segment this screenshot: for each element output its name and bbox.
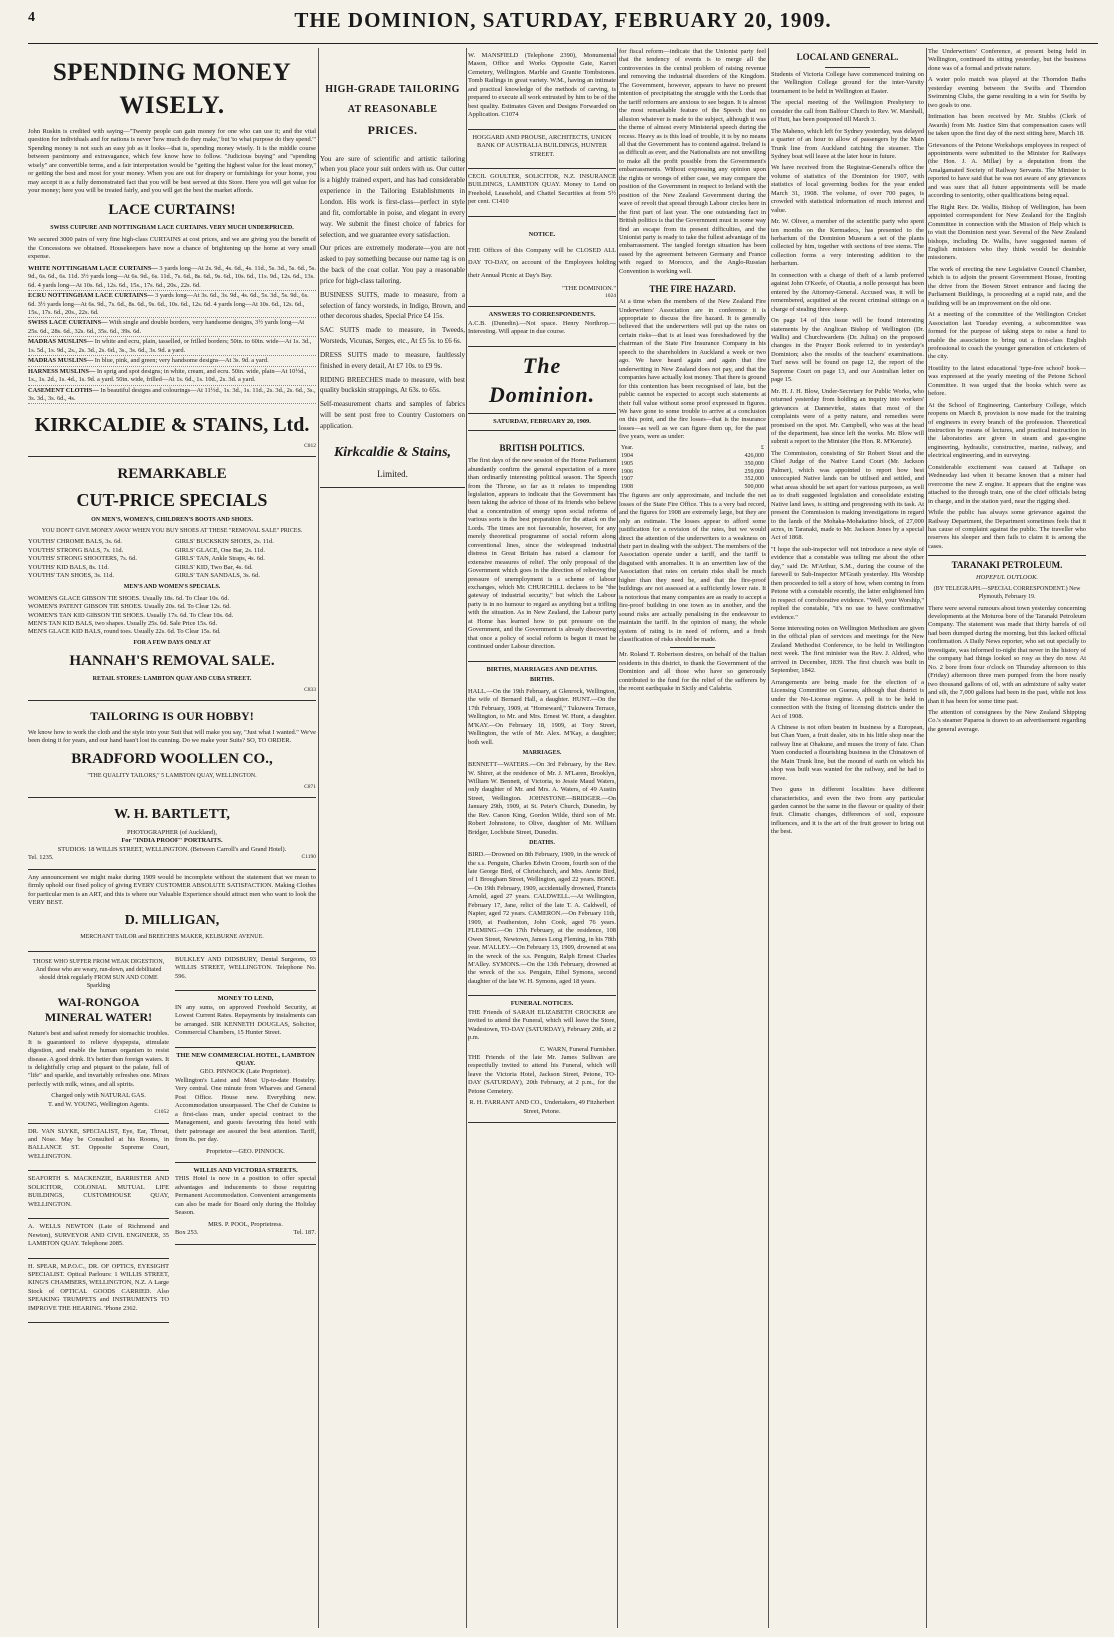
table-cell: Year.	[621, 444, 634, 451]
ad-body: SEAFORTH S. MACKENZIE, BARRISTER AND SOLICITOR, COLONIAL MUTUAL LIFE BUILDINGS, CUSTOMHOUSE QUAY, WELLINGTON.	[28, 1175, 169, 1208]
news-item: In connection with a charge of theft of a lamb preferred against John O'Keefe, of Otautia, a nolle prosequi has been entered by the Attorney-General. Accused was, it will be remembered, acquitted at the recent criminal sittings on a charge of stealing three sheep.	[771, 271, 924, 313]
divider	[928, 555, 1086, 556]
ad-heading: MONEY TO LEND,	[217, 995, 274, 1003]
notice-body: BIRD.—Drowned on 8th February, 1909, in the wreck of the s.s. Penguin, Charles Edwin Croom, fourth son of the late George Bird, of Christchurch, and Mrs. Annie Bird, of 1 Brougham Street, Wellington, aged 22 years. BONE.—On 19th February, 1909, accidentally drowned, Francis Arnold, aged 27 years. CALDWELL.—At Wellington, February 17, Jane, relict of the late T. A. Caldwell, of Napier, aged 72 years. CAMERON.—On February 11th, 1909, at Featherston, John Cook, aged 76 years. FLEMING.—On 17th February, at the residence, 108 Owen Street, Newtown, James Long Fleming, in his 78th year. M'ALLEY.—On February 13, 1909, drowned at sea in the wreck of the s.s. Penguin, Ralph Ernest Charles M'Alley. SYMONS.—On the 13th February, drowned at the wreck of the s.s. Penguin, Ethel Symons, second daughter of the late W. H. Symons, aged 18 years.	[468, 851, 616, 985]
notice-signed: "THE DOMINION."	[562, 284, 616, 292]
news-item: The Commission, consisting of Sir Robert Stout and the Chief Judge of the Native Land Court (Mr. Jackson Palmer), which was appointed to report how best unoccupied Native lands can be utilised and settled, and what areas should be set apart for various purposes, as well as to draft suggested legislation and consolidate existing Native land laws, is sitting and progressing with its task. At present the Commission is making investigations in regard to the lands of the Mohaka-Mohakatino block, of 27,000 acres, in Taranaki, made to Mr. Jackson Jones by a special Act of 1868.	[771, 449, 924, 542]
ad-body: CECIL GOULTER, SOLICITOR, N.Z. INSURANCE BUILDINGS, LAMBTON QUAY. Money to Lend on Freehold, Leasehold, and Chattel Securities at from 5½ per cent. C1410	[468, 172, 616, 206]
ad-footer	[28, 854, 316, 862]
ad-ref: C833	[304, 686, 316, 693]
ad-body: Wellington's Latest and Most Up-to-date Hostelry. Very central. One minute from Wharves and General Post Office. House new. Everything new. Accommodation unsurpassed. The Chef de Cuisine is a first-class man, under special contract to the Management, and guests favouring this hotel with their patronage are assured the best attention. Tariff, from 8s. per day.	[175, 1076, 316, 1144]
lace-intro: We secured 3000 pairs of very fine high-class CURTAINS at cost prices, and we are giving you the benefit of the Concessions we obtained. Housekeepers have now a chance of brightening up the home at very small expense.	[28, 236, 316, 261]
ad-body: BULKLEY AND DIDSBURY, Dental Surgeons, 93 WILLIS STREET, WELLINGTON. Telephone No. 596.	[175, 955, 316, 980]
small-ad	[468, 48, 616, 130]
post-box: Box 253.	[175, 1229, 199, 1237]
news-item: Arrangements are being made for the election of a Licensing Committee on Guerau, although that district is under the No-License regime. A poll is to be held in connection with the fixing of licensing districts under the Act of 1908.	[771, 678, 924, 720]
table-cell: 1904	[621, 452, 633, 459]
item-name: SWISS LACE CURTAINS—	[28, 319, 108, 327]
answers-body: A.C.B. (Dunedin).—Not space. Henry Northrop.—Interesting. Will appear in due course.	[468, 319, 616, 336]
ad-body: IN any sums, on approved Freehold Security, at Lowest Current Rates. Repayments by instalments can be arranged. SIR KENNETH DOUGLAS, Solicitor, Commercial Chambers, 15 Hunter Street.	[175, 1003, 316, 1037]
ad-body: You are sure of scientific and artistic tailoring when you place your suit orders with us. Our cutter is a highly trained expert, and has had considerable experience in the Tailoring Establishments in London. His work is first-class—perfect in style and fit, comfortable in poise, and elegant in every way. We submit the finest choice of fabrics for selection, and we guarantee every satisfaction.	[320, 154, 465, 239]
price-item: GIRLS' TAN, Ankle Straps, 4s. 6d.	[175, 555, 265, 563]
news-item: The Right Rev. Dr. Wallis, Bishop of Wellington, has been appointed correspondent for New Zealand for the English Committee in connection with the Mission of Help which is to visit the Dominion next year. Several of the New Zealand bishops, including Dr. Wallis, have suggested names of English ministers who they think would be desirable missioners.	[928, 203, 1086, 262]
article-body: The attention of consignees by the New Zealand Shipping Co.'s steamer Paparoa is drawn to an advertisement regarding the general average.	[928, 708, 1086, 733]
table-row	[619, 461, 766, 469]
ad-body: THIS Hotel is now in a position to offer special advantages and inducements to those requiring Permanent Accommodation. Convenient arrangements can also be made for Board only during the Holiday Season.	[175, 1175, 316, 1217]
ad-heading: SPENDING MONEY WISELY.	[52, 59, 292, 119]
firm-ltd: Limited.	[377, 468, 408, 479]
ad-heading: CUT-PRICE SPECIALS	[76, 489, 268, 510]
ad-body: A. WELLS NEWTON (Late of Richmond and Newton), SURVEYOR AND CIVIL ENGINEER, 35 LAMBTON QUAY. Telephone 2085.	[28, 1223, 169, 1248]
price-item: GIRLS' TAN SANDALS, 3s. 6d.	[175, 572, 260, 580]
small-ad	[28, 1124, 169, 1172]
column-rule	[768, 48, 769, 1628]
price-item	[28, 387, 316, 405]
divider	[468, 430, 616, 431]
article-heading: TARANAKI PETROLEUM.	[951, 560, 1063, 571]
editorial-masthead	[468, 351, 616, 432]
news-item: "I hope the sub-inspector will not introduce a new style of evidence that a constable was telling me about the other day," said Dr. M'Arthur, S.M., during the course of the farewell to Sub-Inspector M'Grath yesterday. His Worship then proceeded to tell a story of how, when coming in from Petone with a constable recently, the latter enlightened him in respect of corroborative evidence. "Well, your Worship," replied the constable, "it's no use to have confirmative evidence."	[771, 545, 924, 621]
ad-intro: THOSE WHO SUFFER FROM WEAK DIGESTION, And those who are weary, run-down, and debilitated should drink regularly FROM SUN AND COME Sparkling	[32, 958, 165, 989]
ad-sub: ON MEN'S, WOMEN'S, CHILDREN'S BOOTS AND SHOES.	[91, 516, 253, 523]
ad-trade: MERCHANT TAILOR and BREECHES MAKER, KELBURNE AVENUE.	[80, 934, 264, 941]
notice-body: THE Friends of SARAH ELIZABETH CROCKER are invited to attend the Funeral, which will leave the Store, Wadestown, TO-DAY (SATURDAY), February 20th, at 2 p.m.	[468, 1008, 616, 1042]
table-cell: £	[761, 444, 764, 451]
ad-heading: TAILORING IS OUR HOBBY!	[90, 708, 254, 723]
price-list-right	[175, 538, 316, 580]
table-row	[619, 469, 766, 477]
table-row	[619, 453, 766, 461]
table-cell: 1906	[621, 468, 633, 475]
ad-address: RETAIL STORES: LAMBTON QUAY AND CUBA STREET.	[92, 675, 252, 682]
item-name: MADRAS MUSLINS—	[28, 338, 94, 346]
news-item: Mr. W. Oliver, a member of the scientific party who spent ten months on the Kermadecs, has presented to the herbarium of the Dominion Museum a set of the plants collected by him, together with sections of tree stems. The collection forms a very interesting addition to the herbarium.	[771, 218, 924, 268]
price-item: MEN'S TAN KID BALS, two shapes. Usually 25s. 6d. Sale Price 15s. 6d.	[28, 620, 218, 628]
article-body: Mr. Roland T. Robertson desires, on behalf of the Italian residents in this district, to thank the Government of the Dominion and all those who have so generously contributed to the fund for the relief of the sufferers by the recent earthquake in Sicily and Calabria.	[619, 651, 766, 693]
item-name: MADRAS MUSLINS—	[28, 357, 94, 365]
table-cell: 1907	[621, 476, 633, 483]
price-item	[28, 368, 316, 386]
table-cell: 500,000	[744, 484, 764, 491]
item-text: 3 yards long—At 2s. 9d., 4s. 6d., 4s. 11d., 5s. 3d., 5s. 6d., 5s. 9d., 6s. 6d., 6s. 11d. 3½ yards long—At 6s. 9d., 6s. 11d., 7s. 6d., 8s. 6d., 9s. 6d., 10s. 6d., 11s. 9d., 12s. 6d., 13s. 6d. 4 yards long—At 10s. 6d., 12s. 6d., 15s., 17s. 6d., 20s., 22s. 6d.	[28, 264, 316, 289]
firm-name: BRADFORD WOOLLEN CO.,	[71, 750, 273, 767]
news-item: On page 14 of this issue will be found interesting statements by the Anglican Bishop of Wellington (Dr. Wallis) and Churchwardens (Dr. Julius) on the proposed changes in the Prayer Book referred to in yesterday's Dominion; also the results of the teachers' examinations. Turf news will be found on page 12, the report of the Supreme Court on page 13, and our Australian letter on page 15.	[771, 317, 924, 384]
section-heading: FUNERAL NOTICES.	[510, 1000, 574, 1008]
dateline: SATURDAY, FEBRUARY 20, 1909.	[493, 417, 591, 425]
hotel-ad	[175, 1048, 316, 1163]
notice-body: BENNETT—WATERS.—On 3rd February, by the Rev. W. Shirer, at the residence of Mr. J. M'Laren, Brooklyn, William W. Bennett, of Victoria, to Jessie Maud Waters, only daughter of Mr. and Mrs. A. Waters, of 49 Austin Street, Wellington. JOHNSTONE—BRIDGER.—On January 29th, 1909, at St. Peter's Church, Dunedin, by the Rev. Canon King, Gordon Wilde, third son of Mr. Robert Johnstone, to Olive, daughter of Mr. William Bridger, Lochbuie Street, Dunedin.	[468, 761, 616, 836]
column-rule	[926, 48, 927, 1628]
item-text: In beautiful designs and colourings—At 11½d., 1s. 3d., 1s. 11d., 2s. 3d., 2s. 6d., 3s., 3s. 3d., 3s. 6d., 4s.	[28, 386, 316, 403]
column-4	[619, 48, 766, 1633]
ad-sub: YOU DON'T GIVE MONEY AWAY WHEN YOU BUY SHOES AT THESE "REMOVAL SALE" PRICES.	[41, 527, 303, 534]
firm-name: W. H. BARTLETT,	[114, 807, 230, 823]
ad-body: Any announcement we might make during 1909 would be incomplete without the statement that we mean to firmly uphold our fixed policy of giving EVERY CUSTOMER ABSOLUTE SATISFACTION. Making Clothes for particular men is an ART, and this is where our Valuable Experience should attract men who want to look the VERY BEST.	[28, 873, 316, 907]
column-2	[320, 48, 465, 1633]
item-text: In sprig and spot designs; in white, cream, and ecru. 50in. wide, plain—At 10½d., 1s., 1s. 2d., 1s. 4d., 1s. 9d. a yard. 50in. wide, frilled—At 1s. 6d., 1s. 10d., 2s. 3d. a yard.	[28, 367, 307, 384]
ad-heading: HIGH-GRADE TAILORING	[325, 84, 460, 95]
notice	[468, 217, 616, 308]
ad-line: Charged only with NATURAL GAS.	[51, 1092, 146, 1100]
news-item: At a meeting of the committee of the Wellington Cricket Association last Tuesday evening, a subcommittee was formed for the purpose of taking steps to raise a fund to enable the association to bring out a first-class English professional to coach the younger generation of cricketers of the city.	[928, 311, 1086, 361]
page-number: 4	[28, 10, 35, 25]
bradford-ad	[28, 701, 316, 799]
notice-heading: NOTICE.	[528, 230, 556, 238]
ad-proprietor: MRS. P. POOL, Proprietress.	[208, 1220, 283, 1228]
item-text: In blue, pink, and green; very handsome designs—At 3s. 9d. a yard.	[94, 357, 269, 365]
lace-sub: SWISS CUIPURE AND NOTTINGHAM LACE CURTAINS. VERY MUCH UNDERPRICED.	[50, 225, 294, 232]
answers	[468, 307, 616, 346]
lace-heading: LACE CURTAINS!	[108, 201, 236, 218]
price-item	[28, 265, 316, 291]
ad-body: BUSINESS SUITS, made to measure, from a selection of fancy worsteds, in Indigo, Brown, and other decorous shades, Special Price £4 15s.	[320, 290, 465, 321]
ad-line: T. and W. YOUNG, Wellington Agents.	[47, 1100, 150, 1108]
ad-sub: FOR A FEW DAYS ONLY AT	[133, 639, 211, 646]
table-header	[619, 445, 766, 453]
money-lend-ad	[175, 991, 316, 1047]
bottom-left-ads	[28, 952, 169, 1323]
ad-ref: C812	[304, 442, 316, 449]
table-cell: 350,000	[744, 460, 764, 467]
ad-footer	[175, 1229, 316, 1237]
price-item: GIRLS' KID, Two Bar, 4s. 6d.	[175, 563, 253, 571]
small-ad	[28, 1171, 169, 1219]
small-ad	[468, 169, 616, 217]
item-name: HARNESS MUSLINS—	[28, 367, 96, 375]
funeral-notices	[468, 996, 616, 1123]
article-body: There were several rumours about town yesterday concerning developments at the Moturoa bore of the Taranaki Petroleum Company. The statement was made that thirty barrels of oil had been dumped during the morning, but this lacked official confirmation. A Daily News reporter, who set out specially to investigate, was informed to-night that never in the history of the company had things looked so rosy as they do now. At No. 2 bore from four o'clock on Thursday afternoon to this (Friday) afternoon three men pumped from the bore nearly two thousand gallons of oil, with an admixture of salty water and silt, the 7,000 gallons had been in the past, while not less than it has been for some time past.	[928, 604, 1086, 705]
section-heading: LOCAL AND GENERAL.	[796, 52, 899, 62]
article-subheading: HOPEFUL OUTLOOK.	[975, 574, 1039, 582]
article-taranaki	[928, 560, 1086, 734]
article-british-politics	[468, 435, 616, 661]
ad-body: John Ruskin is credited with saying—"Twenty people can gain money for one who can use it; and the vital question for individuals and for nations is never 'how much do they make,' but 'to what purpose do they spend.'" Spending money is not such an easy job as it looks—that is, spending money wisely. It is the middle course between parsimony and extravagance, which few know how to follow. "Judicious buying" and "spending wisely" are convertible terms, and a fair interpretation would be "getting the highest value for the least money," or getting the best and most for your money. When you are out for drapery or furnishings for your home, you may accept it as a fully demonstrated fact that you will be best served at this Store. Here you will get value for your money; here you will be treated fairly, and you will get the best the market affords.	[28, 128, 316, 195]
news-item: A Chinese is not often beaten in business by a European, but Chan Yuen, a fruit dealer, sits in his little shop near the railway line at Ohakune, and muses the irony of fate. Chan Yuen conducted a flourishing business in the Chinatown of the Main Trunk line, but the mound of earth on which his shop was built was wanted for the railway, and he had to move.	[771, 723, 924, 782]
article-byline: (BY TELEGRAPH.—SPECIAL CORRESPONDENT.) New Plymouth, February 19.	[933, 585, 1081, 600]
ad-ref: C871	[304, 784, 316, 791]
bartlett-ad	[28, 798, 316, 869]
article-heading: BRITISH POLITICS.	[499, 443, 585, 454]
price-item: WOMEN'S GLACE GIBSON TIE SHOES. Usually 18s. 6d. To Clear 10s. 6d.	[28, 594, 230, 602]
column-6	[928, 48, 1086, 1633]
masthead	[28, 3, 1098, 44]
table-row	[619, 484, 766, 492]
article-heading: THE FIRE HAZARD.	[649, 284, 736, 295]
table-cell: 1908	[621, 484, 633, 491]
sub-heading: BIRTHS.	[530, 677, 554, 684]
firm-name: KIRKCALDIE & STAINS, Ltd.	[34, 414, 310, 437]
section-heading: BIRTHS, MARRIAGES AND DEATHS.	[486, 665, 598, 673]
small-ad	[28, 1219, 169, 1258]
item-text: 3 yards long—At 3s. 6d., 3s. 9d., 4s. 6d., 5s. 3d., 5s. 9d., 6s. 6d. 3½ yards long—At 6s. 9d., 7s. 6d., 8s. 6d., 9s. 6d., 10s. 6d., 12s. 6d. 4 yards long—At 10s. 6d., 12s. 6d., 15s., 17s. 6d., 20s., 22s. 6d.	[28, 292, 309, 316]
item-name: ECRU NOTTINGHAM LACE CURTAINS—	[28, 292, 154, 300]
ad-body: H. SPEAR, M.P.O.C., DR. OF OPTICS, EYESIGHT SPECIALIST. Optical Parlours: 1 WILLIS STREET, KING'S CHAMBERS, WELLINGTON, N.Z. A Large Stock of OPTICAL GOODS CARRIED. Also SPEAKING TRUMPETS and INSTRUMENTS TO IMPROVE THE HEARING. 'Phone 2362.	[28, 1262, 169, 1312]
news-item: Hostility to the latest educational 'type-free school' book—was expressed at the yearly meeting of the Petone School Committee. It was urged that the books which were as before.	[928, 364, 1086, 398]
ad-heading: REMARKABLE	[117, 466, 227, 483]
item-name: WHITE NOTTINGHAM LACE CURTAINS—	[28, 264, 158, 272]
news-item: Mr. H. J. H. Blow, Under-Secretary for Public Works, who returned yesterday from holding an inquiry into workers' grievances at Dannevirke, states that most of the complaints were of a petty nature, and remedies were promised on the spot. Mr. Campbell, who was at the head of the department, has since left the works. Mr. Blow will submit a report to the Minister (the Hon. R. M'Kenzie).	[771, 387, 924, 446]
small-ad	[468, 130, 616, 169]
price-item: YOUTHS' TAN SHOES, 3s. 11d.	[28, 572, 115, 580]
price-item	[28, 338, 316, 356]
sub-heading: DEATHS.	[529, 840, 555, 847]
notice-body: THE Offices of this Company will be CLOSED ALL DAY TO-DAY, on account of the Employees holding their Annual Picnic at Day's Bay.	[468, 247, 616, 279]
births-marriages-deaths	[468, 662, 616, 997]
ad-body: Self-measurement charts and samples of fabrics will be sent post free to Country Customers on application.	[320, 400, 465, 430]
bulkley-ad	[175, 952, 316, 991]
news-item: Intimation has been received by Mr. Stubbs (Clerk of Awards) from Mr. Justice Sim that compensation cases will be taken upon the first day of the next sitting here, March 18.	[928, 113, 1086, 138]
fire-loss-table	[619, 445, 766, 492]
notice-signed: C. WARN, Funeral Furnisher.	[539, 1045, 616, 1053]
dominion-logo: The Dominion.	[488, 352, 596, 407]
column-rule	[466, 48, 467, 1628]
news-item: While the public has always some grievance against the Railway Department, the Department sometimes feels that it has cause of complaint against the public. The traveller who reserves his sleeper and then fails to claim it is among the cases.	[928, 509, 1086, 550]
willis-hotel-ad	[175, 1163, 316, 1245]
table-cell: 426,000	[744, 452, 764, 459]
small-ad	[28, 1259, 169, 1324]
price-list-left	[28, 538, 169, 580]
divider	[670, 647, 714, 648]
article-body: The figures are only approximate, and include the net losses of the State Fire Office. This is a very bad record, and the figures for 1908 are extremely large, but they are only an estimate. The losses appear to afford some justification for a revision of the rates, but we would direct the attention of the underwriters to a weakness on their part in dealing with the subject. The members of the Association operate under a tariff, and the tariff is disguised with anomalies. It is an unwritten law of the Association that rates on certain risks shall be much higher than they need be, and that the fire-proof buildings are not assessed at a sufficiently lower rate. It is notorious that many companies are as ready to accept a fire-proof building in one town as in another, and the sound risks are actually penalising in the endeavour to maintain the tariff. In the opinion of many, the whole system of rating is in need of reform, and a fresh classification of risks should be made.	[619, 492, 766, 643]
tailoring-ad	[320, 48, 465, 488]
price-item: WOMEN'S TAN KID GIBSON TIE SHOES. Usually 17s. 6d. To Clear 10s. 6d.	[28, 611, 234, 619]
table-row	[619, 476, 766, 484]
news-item: Considerable excitement was caused at Taihape on Wednesday last when it became known that a miner had overcome the new Z engine. It appears that the engine was attached to the through train, one of the chief officials being in charge, and in the station yard, near the rigging shed.	[928, 463, 1086, 505]
ad-body: SAC SUITS made to measure, in Tweeds, Worsteds, Vicunas, Serges, etc., At £5 5s. to £6 6s.	[320, 326, 465, 346]
news-item: Two guns in different localities have different characteristics, and even the two from any particular garden cannot be the same in the flavour or quality of their fruit. Climatic changes, differences of soil, exposure influences, and it is the art of the fruit grower to bring out the best.	[771, 786, 924, 836]
ad-body: W. MANSFIELD (Telephone 2390), Monumental Mason, Office and Works Opposite Gate, Karori Cemetery, Wellington. Marble and Granite Tombstones. Tomb Railings in great variety. W.M., having an intimate and practical knowledge of the methods of carving, is prepared to execute all work entrusted by him to be of the best quality. Estimates Given and Designs Forwarded on Application. C1074	[468, 52, 616, 119]
table-cell: 1905	[621, 460, 633, 467]
ad-heading: WILLIS AND VICTORIA STREETS.	[193, 1167, 298, 1174]
ad-line: PHOTOGRAPHER (of Auckland),	[127, 828, 217, 836]
price-item	[28, 319, 316, 337]
price-item: YOUTHS' STRONG SHOOTERS, 7s. 6d.	[28, 555, 137, 563]
telephone: Tel. 1235.	[28, 854, 54, 862]
ad-heading: THE NEW COMMERCIAL HOTEL, LAMBTON QUAY.	[176, 1051, 315, 1068]
price-item: WOMEN'S PATENT GIBSON TIE SHOES. Usually 20s. 6d. To Clear 12s. 6d.	[28, 603, 231, 611]
ad-heading: WAI-RONGOA MINERAL WATER!	[44, 994, 153, 1025]
sub-heading: MARRIAGES.	[522, 750, 562, 757]
price-item: YOUTHS' KID BALS, 8s. 11d.	[28, 563, 109, 571]
price-item: MEN'S GLACE KID BALS, round toes. Usually 22s. 6d. To Clear 15s. 6d.	[28, 628, 221, 636]
ad-body: We know how to work the cloth and the style into your Suit that will make you say, "Just what I wanted." We've been doing it for years, and our hand hasn't lost its cunning. Do we make your Suits? SO, TO ORDER.	[28, 728, 316, 745]
ad-body: HOGGARD AND PROUSE, ARCHITECTS, UNION BANK OF AUSTRALIA BUILDINGS, HUNTER STREET.	[472, 133, 612, 158]
article-body: The first days of the new session of the Home Parliament abundantly confirm the general expectation of a more than ordinarily interesting political season. The Speech from the Throne, so far as it relates to impending legislation, appears to indicate that the Government has been taking the advice of those of its friends who believe that a concentration of energy upon social reforms of various sorts is the best preparation for the attack on the Lords. The times are not favourable, however, for any merely theoretical programme of social reform along conventional lines, since the widespread industrial distress in Great Britain has raised a clamour for extensive measures of relief. The only proposal of the Government which goes in the direction of relieving the pressure of unemployment is a scheme of labour exchanges, which Mr. CHURCHILL declares to be "the gateway of industrial security," but which the Labour party is in no humour to regard as anything but a trifling with the situation. As in New Zealand, the Labour party at Home has learned how to put pressure on the Government, and the Government is already discovering that once a policy of social reform is begun it must be continued under Labour direction.	[468, 457, 616, 651]
news-item: The special meeting of the Wellington Presbytery to consider the call from Balfour Church to Rev. W. Marshall, of Hutt, has been postponed till March 3.	[771, 99, 924, 124]
price-item: YOUTHS' STRONG BALS, 7s. 11d.	[28, 546, 124, 554]
table-cell: 259,000	[744, 468, 764, 475]
table-cell: 352,000	[744, 476, 764, 483]
answers-heading: ANSWERS TO CORRESPONDENTS.	[488, 311, 596, 319]
article-fire-hazard	[619, 284, 766, 693]
wairongoa-ad	[28, 952, 169, 1124]
masthead-title: THE DOMINION, SATURDAY, FEBRUARY 20, 1909.	[294, 8, 832, 32]
price-item	[28, 292, 316, 318]
ad-body: Nature's best and safest remedy for stomachic troubles. It is guaranteed to relieve dyspepsia, stimulate digestion, and enable the human organism to resist disease. A good drink. It's better than foreign waters. It is delightfully crisp and piquant to the palate, full of "life" and sparkle, and invariably refreshes one. Mixes perfectly with milk, wines, and all spirits.	[28, 1030, 169, 1088]
column-rule	[318, 48, 319, 1628]
telephone: Tel. 187.	[293, 1229, 316, 1237]
ad-sub: MEN'S AND WOMEN'S SPECIALS.	[123, 583, 221, 590]
column-1	[28, 48, 316, 1633]
shoe-sale-ad	[28, 457, 316, 701]
ad-ref: C1052	[154, 1109, 169, 1116]
firm-name: D. MILLIGAN,	[124, 912, 220, 928]
divider	[468, 413, 616, 414]
ad-owner: GEO. PINNOCK (Late Proprietor).	[199, 1068, 292, 1076]
ad-line: For "INDIA PROOF" PORTRAITS.	[121, 837, 223, 845]
price-item	[28, 357, 316, 366]
price-item: GIRLS' GLACE, One Bar, 2s. 11d.	[175, 546, 265, 554]
item-name: CASEMENT CLOTHS—	[28, 386, 99, 394]
price-columns	[28, 538, 316, 580]
notice-signed: R. H. FARRANT AND CO., Undertakers, 49 Fitzherbert Street, Petone.	[469, 1099, 615, 1115]
item-text: With single and double borders, very handsome designs, 3½ yards long—At 25s. 6d., 28s. 6d., 32s. 6d., 35s. 6d., 39s. 6d.	[28, 319, 305, 335]
bottom-ad-grid	[28, 952, 316, 1323]
news-item: Grievances of the Petone Workshops employees in respect of appointments were submitted to the Minister for Railways (the Hon. J. A. Millar) by a deputation from the Amalgamated Society of Railway Servants. The Minister is reported to have said that he was not aware of any grievances and was sure that all future appointments will be made according to seniority, other qualifications being equal.	[928, 141, 1086, 200]
notice-body: HALL.—On the 19th February, at Glenrock, Wellington, the wife of Bernard Hall, a daughter. HUNT.—On the 17th February, 1909, at "Homeward," Tukuwera Terrace, Wellington, to Mr. and Mrs. Ernest W. Hunt, a daughter. M'KAY.—On February 18, 1909, at Tory Street, Wellington, the wife of Mr. Alex. M'Kay, a daughter; both well.	[468, 688, 616, 746]
firm-name: Kirkcaldie & Stains,	[333, 444, 452, 460]
milligan-ad	[28, 870, 316, 952]
ad-body: DR. VAN SLYKE, SPECIALIST, Eye, Ear, Throat, and Nose. May be Consulted at his Rooms, in BALLANCE ST. Opposite Supreme Court, WELLINGTON.	[28, 1127, 169, 1160]
column-5	[771, 48, 924, 1633]
column-rule	[617, 48, 618, 1628]
news-item: The Maheno, which left for Sydney yesterday, was delayed a quarter of an hour to allow of passengers by the Main Trunk line from Auckland catching the steamer. The Sydney boat will leave at the later hour in future.	[771, 127, 924, 160]
column-3	[468, 48, 616, 1633]
ad-body: Our prices are extremely moderate—you are not asked to pay something because our name tag is on the back of the coat collar. You pay a reasonable price for high-class tailoring.	[320, 244, 465, 285]
ad-tagline: "THE QUALITY TAILORS," 5 LAMBTON QUAY, WELLINGTON.	[87, 773, 257, 780]
ad-line: STUDIOS: 18 WILLIS STREET, WELLINGTON. (Between Carroll's and Grand Hotel).	[57, 845, 287, 853]
news-item: At the School of Engineering, Canterbury College, which reopens on March 8, provision is now made for the training of engineers in every branch of the profession. Theoretical instruction by means of lectures, and practical instruction in the laboratories are given in steam and gas-engine engineering, hydraulic, constructive, marine, railway, and electrical engineering, and in surveying.	[928, 401, 1086, 460]
bottom-right-ads	[175, 952, 316, 1323]
ad-body: RIDING BREECHES made to measure, with best quality buckskin strappings, At 63s. to 65s.	[320, 375, 465, 395]
article-body: At a time when the members of the New Zealand Fire Underwriters' Association are in conference it is appropriate to discuss the fire hazard. It is generally believed that the underwriters will put up the rates on certain risks—that is at least was foreshadowed by the chairman of the State Fire Insurance Company in his speech to the shareholders in Auckland a week or two ago. We have heard again and again that fire underwriting in New Zealand does not pay, and that the companies have actually lost money. That there is ground for this contention has been recognised of late, but the public cannot be expected to accept such statements at their full value without some proof expressed in figures. We have gone to some trouble to arrive at a conclusion on this point, and the fire losses—that is the insurance losses—as well as we can figure them up, for the past five years, were as under:	[619, 298, 766, 441]
spending-money-ad	[28, 48, 316, 457]
news-item: The Underwriters' Conference, at present being held in Wellington, continued its sitting yesterday, but the business done was of a formal and private nature.	[928, 48, 1086, 72]
ad-proprietor: Proprietor—GEO. PINNOCK.	[206, 1147, 285, 1155]
price-item: YOUTHS' CHROME BALS, 3s. 6d.	[28, 538, 123, 546]
ad-heading: AT REASONABLE	[347, 103, 438, 115]
item-text: In white and ecru, plain, tasselled, or frilled borders; 50in. to 60in. wide—At 1s. 3d., 1s. 5d., 1s. 9d., 2s., 2s. 3d., 2s. 6d., 3s., 3s. 6d., 3s. 9d. a yard.	[28, 338, 312, 354]
ad-ref: C1190	[301, 854, 316, 861]
article-continued: for fiscal reform—indicate that the Unionist party feel that the tendency of events is to merge all the controversies in the central problem of raising revenue and removing the industrial disorders of the Kingdom. The Government, however, appears to have no present intention of precipitating the struggle with the Lords that the tariff reformers are anxious to see begun. It is almost the most remarkable feature of the Speech that no allusion whatever is made to the subject, although it was the theme of almost every Ministerial speech during the recess. Heavy as is this load of trouble, it is by no means all that the Government has to contend against. Ireland is as difficult as ever, and the Nationalists are not unwilling to make all the profit possible from the Government's embarrassments. Without expressing any opinion upon the rights or wrongs of either case, we may compare the position of the Government in respect to Ireland with the position of the New Zealand Government during the wave of revolt that spread through Labour circles here in the first part of last year. The one outstanding fact in British politics is that the Government must in some way find an escape from its present difficulties, and the Unionist party is ready to take the fullest advantage of its embarrassment. The tangled foreign situation has been eased by the agreement between Germany and France with regard to Morocco, and the Anglo-Russian Convention is working well.	[619, 48, 766, 275]
ad-heading: PRICES.	[367, 123, 418, 137]
ad-ref: 1024	[605, 293, 616, 300]
news-item: The work of erecting the new Legislative Council Chamber, which is to adjoin the present Government House, fronting the drive from the Bowen Street entrance and facing the Parliament Buildings, is proceeding at a rapid rate, and the building will be an improvement on the old one.	[928, 265, 1086, 307]
notice-body: THE Friends of the late Mr. James Sullivan are respectfully invited to attend his Funeral, which will leave the Victoria Hotel, Jackson Street, Petone, TO-DAY (SATURDAY), 20th February, at 2 p.m., for the Petone Cemetery.	[468, 1054, 616, 1095]
news-item: We have received from the Registrar-General's office the volume of statistics of the Dominion for 1907, with statistics of local governing bodies for the year ended March 31, 1908. The volume, of over 700 pages, is crowded with statistical information of much interest and value.	[771, 164, 924, 214]
price-item: GIRLS' BUCKSKIN SHOES, 2s. 11d.	[175, 538, 274, 546]
news-item: Some interesting notes on Wellington Methodism are given in the official plan of services and meetings for the New Zealand Methodist Conference, to be held in Wellington next week. The first minister was the Rev. J. Aldred, who arrived in December, 1839. The first church was built in September, 1842.	[771, 624, 924, 675]
firm-name: HANNAH'S REMOVAL SALE.	[69, 652, 275, 669]
news-item: Students of Victoria College have commenced training on the Wellington College ground for the inter-Varsity tournament to be held in Wellington at Easter.	[771, 70, 924, 95]
divider	[670, 279, 714, 280]
divider	[825, 67, 871, 68]
news-item: A water polo match was played at the Thorndon Baths yesterday evening between the Swifts and Thorndon Swimming Clubs, the game resulting in a win for Swifts by two goals to one.	[928, 76, 1086, 109]
ad-body: DRESS SUITS made to measure, faultlessly finished in every detail, At £7 10s. to £9 9s.	[320, 350, 465, 370]
